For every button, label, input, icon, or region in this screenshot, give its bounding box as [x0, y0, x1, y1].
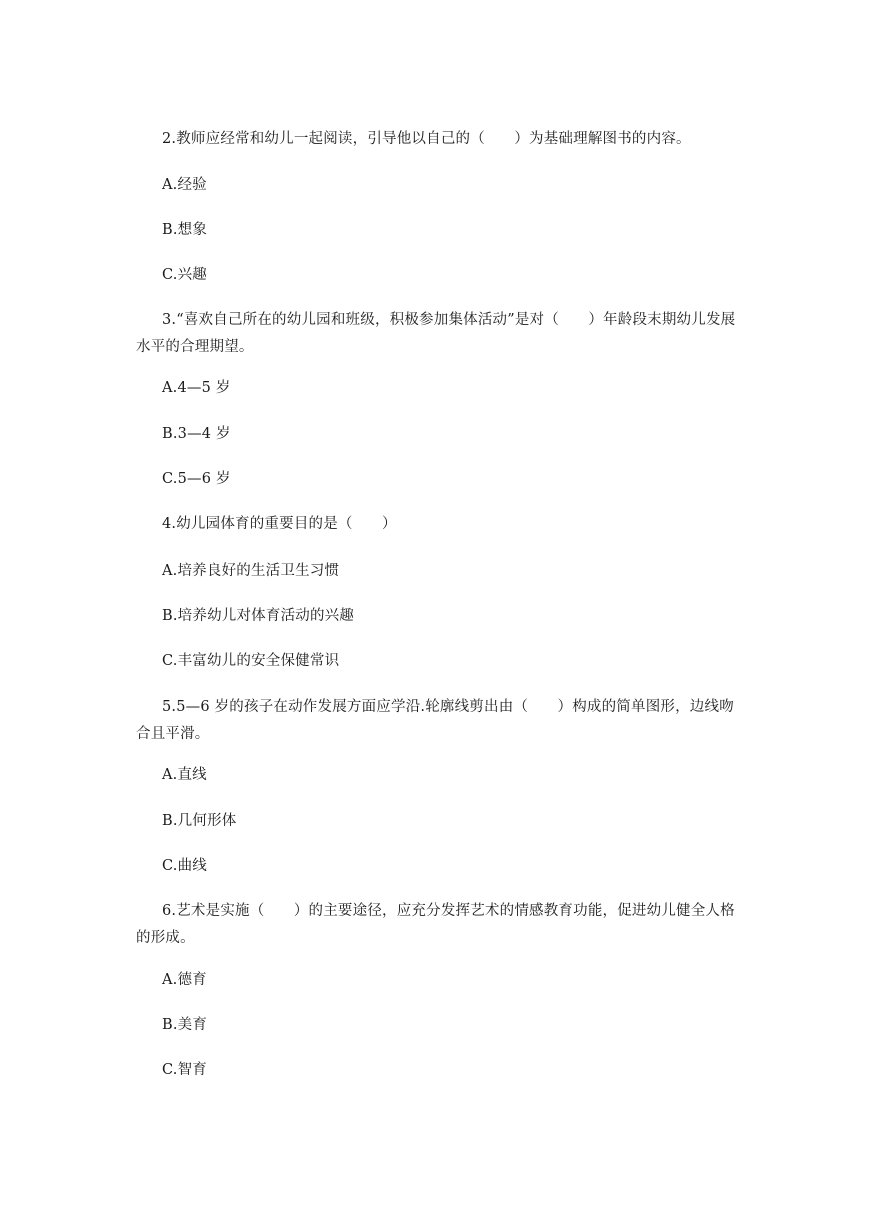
- option-a: A.直线: [162, 767, 207, 783]
- option-b: B.几何形体: [162, 813, 237, 829]
- option-a: A.德育: [162, 972, 207, 988]
- option-a: A.培养良好的生活卫生习惯: [162, 563, 340, 579]
- option-b: B.3—4 岁: [162, 426, 231, 442]
- option-b: B.想象: [162, 222, 208, 238]
- option-b: B.美育: [162, 1017, 208, 1033]
- option-b: B.培养幼儿对体育活动的兴趣: [162, 608, 355, 624]
- option-a: A.经验: [162, 177, 207, 193]
- question-stem: 2.教师应经常和幼儿一起阅读，引导他以自己的（ ）为基础理解图书的内容。: [162, 131, 691, 147]
- question-stem: 3.“喜欢自己所在的幼儿园和班级，积极参加集体活动”是对（ ）年龄段末期幼儿发展水平的合理期望。: [136, 312, 736, 355]
- option-c: C.丰富幼儿的安全保健常识: [162, 653, 340, 669]
- option-c: C.5—6 岁: [162, 471, 231, 487]
- question-stem: 4.幼儿园体育的重要目的是（ ）: [162, 516, 397, 532]
- option-c: C.曲线: [162, 858, 207, 874]
- option-a: A.4—5 岁: [162, 380, 231, 396]
- option-c: C.智育: [162, 1062, 207, 1078]
- option-c: C.兴趣: [162, 267, 207, 283]
- question-stem: 5.5—6 岁的孩子在动作发展方面应学沿.轮廓线剪出由（ ）构成的简单图形，边线吻合且平滑。: [136, 699, 734, 742]
- question-stem: 6.艺术是实施（ ）的主要途径，应充分发挥艺术的情感教育功能，促进幼儿健全人格的形成。: [136, 903, 735, 946]
